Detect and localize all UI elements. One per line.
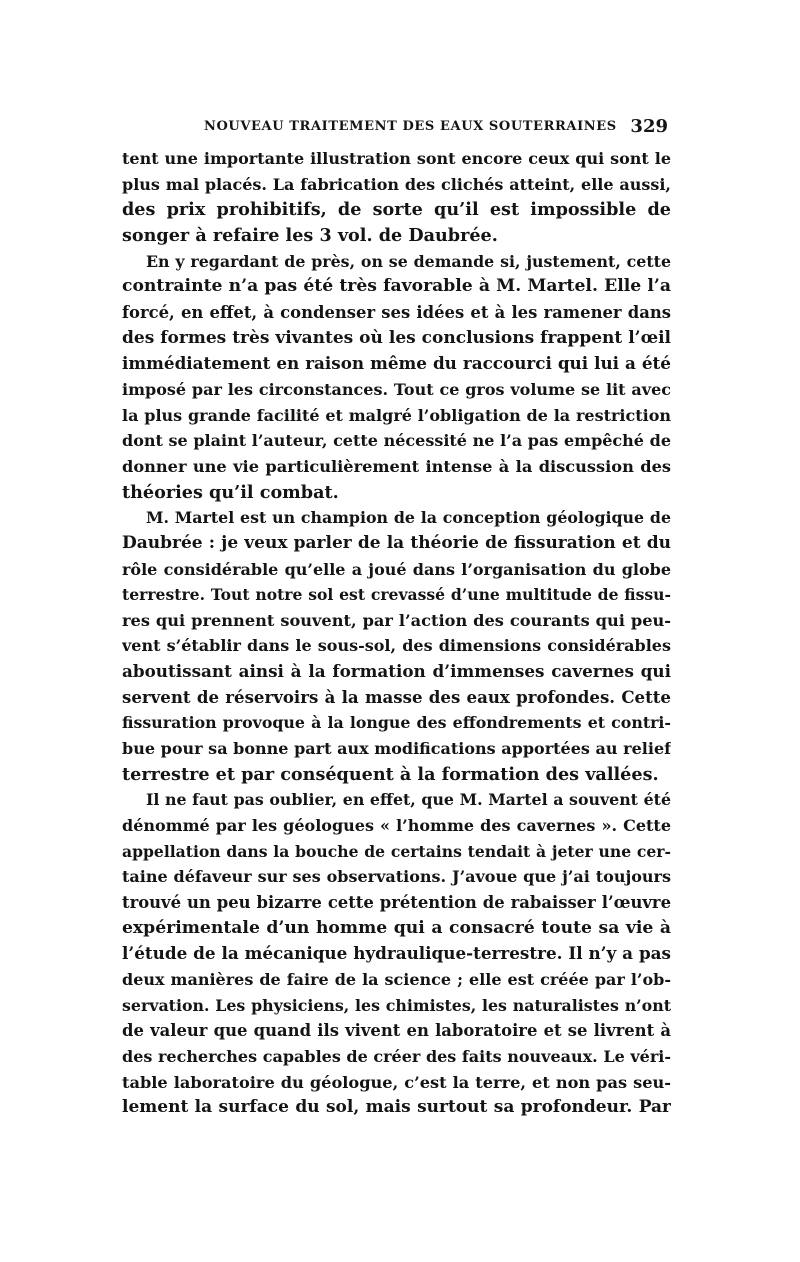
text-line: rôle considérable qu’elle a joué dans l’organisation du globe	[122, 559, 671, 579]
text-line: la plus grande facilité et malgré l’obligation de la restriction	[122, 405, 671, 425]
text-line: servation. Les physiciens, les chimistes, les naturalistes n’ont	[122, 995, 671, 1015]
text-line: servent de réservoirs à la masse des eaux profondes. Cette	[122, 686, 671, 707]
text-line: trouvé un peu bizarre cette prétention de rabaisser l’œuvre	[122, 893, 671, 913]
text-line: contrainte n’a pas été très favorable à M. Martel. Elle l’a	[122, 276, 671, 297]
text-line: taine défaveur sur ses observations. J’avoue que j’ai toujours	[122, 867, 671, 887]
text-line: dénommé par les géologues « l’homme des cavernes ». Cette	[122, 816, 671, 836]
text-line: immédiatement en raison même du raccourci qui lui a été	[122, 353, 671, 374]
text-line: deux manières de faire de la science ; elle est créée par l’ob-	[122, 970, 671, 989]
text-line: songer à refaire les 3 vol. de Daubrée.	[122, 224, 498, 246]
paragraph-start-line: Il ne faut pas oublier, en effet, que M. Martel a souvent été	[146, 790, 671, 810]
text-line: des formes très vivantes où les conclusions frappent l’œil	[122, 327, 671, 348]
body-text	[122, 146, 671, 1121]
text-line: bue pour sa bonne part aux modifications apportées au relief	[122, 739, 671, 759]
running-head	[120, 116, 670, 140]
text-line: appellation dans la bouche de certains tendait à jeter une cer-	[122, 841, 671, 861]
text-line: forcé, en effet, à condenser ses idées et à les ramener dans	[122, 302, 671, 322]
text-line: aboutissant ainsi à la formation d’immenses cavernes qui	[122, 661, 671, 682]
page-number: 329	[630, 116, 668, 137]
paragraph-start-line: En y regardant de près, on se demande si, justement, cette	[146, 251, 671, 271]
text-line: Daubrée : je veux parler de la théorie de fissuration et du	[122, 532, 671, 553]
text-line: tent une importante illustration sont encore ceux qui sont le	[122, 149, 671, 168]
text-line: table laboratoire du géologue, c’est la terre, et non pas seu-	[122, 1072, 671, 1092]
text-line: l’étude de la mécanique hydraulique-terrestre. Il n’y a pas	[122, 943, 671, 964]
text-line: lement la surface du sol, mais surtout sa profondeur. Par	[122, 1097, 671, 1118]
paragraph-start-line: M. Martel est un champion de la conception géologique de	[146, 508, 671, 528]
text-line: donner une vie particulièrement intense à la discussion des	[122, 456, 671, 476]
text-line: fissuration provoque à la longue des effondrements et contri-	[122, 713, 671, 733]
text-line: expérimentale d’un homme qui a consacré toute sa vie à	[122, 917, 671, 938]
text-line: vent s’établir dans le sous-sol, des dimensions considérables	[122, 636, 671, 656]
text-line: théories qu’il combat.	[122, 481, 339, 503]
text-line: terrestre et par conséquent à la formation des vallées.	[122, 763, 659, 785]
text-line: plus mal placés. La fabrication des clichés atteint, elle aussi,	[122, 174, 671, 194]
text-line: terrestre. Tout notre sol est crevassé d’une multitude de fissu-	[122, 585, 671, 605]
text-line: des prix prohibitifs, de sorte qu’il est impossible de	[122, 199, 671, 221]
text-line: imposé par les circonstances. Tout ce gros volume se lit avec	[122, 379, 671, 399]
text-line: dont se plaint l’auteur, cette nécessité ne l’a pas empêché de	[122, 431, 671, 451]
text-line: de valeur que quand ils vivent en laboratoire et se livrent à	[122, 1021, 671, 1041]
text-line: res qui prennent souvent, par l’action des courants qui peu-	[122, 610, 671, 630]
running-title: NOUVEAU TRAITEMENT DES EAUX SOUTERRAINES	[204, 119, 617, 134]
text-line: des recherches capables de créer des faits nouveaux. Le véri-	[122, 1046, 671, 1066]
